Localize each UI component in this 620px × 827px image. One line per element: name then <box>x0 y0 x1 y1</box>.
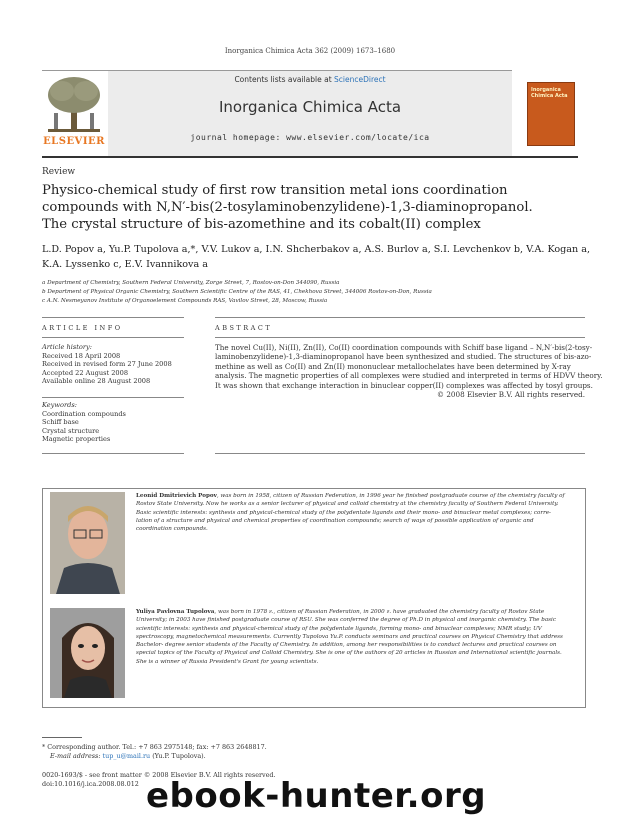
bio-line: Rostov State University. Now he works as a senior lecturer of physical and colloid chemistry at the chemistry faculty of Southern Federal University. <box>136 501 559 508</box>
keyword: Schiff base <box>42 418 79 426</box>
history-label: Article history: <box>42 343 92 351</box>
sciencedirect-link[interactable]: ScienceDirect <box>334 75 386 84</box>
contents-prefix: Contents lists available at <box>234 75 335 84</box>
journal-homepage-link[interactable]: journal homepage: www.elsevier.com/locate/ica <box>190 133 430 142</box>
journal-title: Inorganica Chimica Acta <box>218 98 402 116</box>
issn-line: 0020-1693/$ - see front matter © 2008 Elsevier B.V. All rights reserved. <box>42 771 276 779</box>
bio-name: Yuliya Pavlovna Tupolova <box>136 609 215 615</box>
article-title <box>42 182 582 233</box>
bio-line: special topics of the Faculty of Physical and Colloid Chemistry. She is one of the authors of 20 articles in Russian and International scientific journals. <box>136 650 562 657</box>
bio-name: Leonid Dmitrievich Popov <box>136 493 217 499</box>
keywords <box>42 401 126 444</box>
author-photo-tupolova <box>50 608 125 698</box>
abstract-body <box>215 343 603 400</box>
doi-link[interactable]: doi:10.1016/j.ica.2008.08.012 <box>42 780 139 788</box>
email-label: E-mail address: <box>50 752 103 760</box>
bio-line: She is a winner of Russia President's Grant for young scientists. <box>136 658 319 665</box>
abstract-line: analysis. The magnetic properties of all complexes were studied and interpreted in terms of HDVV theory. <box>215 371 603 381</box>
abstract-line: It was shown that exchange interaction in binuclear copper(II) complexes was affected by tosyl groups. <box>215 380 593 390</box>
watermark: ebook-hunter.org <box>146 776 487 816</box>
title-line: The crystal structure of bis-azomethine and its cobalt(II) complex <box>42 217 481 232</box>
email-link[interactable]: tup_u@mail.ru <box>102 752 151 760</box>
author-photo-popov <box>50 492 125 594</box>
keyword: Magnetic properties <box>42 435 111 443</box>
author-line: L.D. Popov a, Yu.P. Tupolova a,*, V.V. Lukov a, I.N. Shcherbakov a, A.S. Burlov a, S.I. Levchenkov b, V.A. Kogan a, <box>42 244 591 255</box>
keyword: Coordination compounds <box>42 409 126 418</box>
abstract-line: methine as well as Co(II) and Zn(II) mononuclear metallochelates have been determined by X-ray <box>215 361 571 371</box>
abstract-line: laminobenzylidene)-1,3-diaminopropanol have been synthesized and studied. The structures of bis-azo- <box>215 352 592 362</box>
article-info-rule <box>42 337 184 338</box>
abstract-heading: ABSTRACT <box>215 324 273 332</box>
affiliation: c A.N. Nesmeyanov Institute of Organoelement Compounds RAS, Vavilov Street, 28, Moscow, Russia <box>42 298 328 304</box>
bio-line: coordination compounds. <box>136 526 208 533</box>
abstract-rule <box>215 337 585 338</box>
author-list <box>42 242 591 272</box>
header-bottom-rule <box>42 156 578 158</box>
publisher-name: ELSEVIER <box>43 136 105 147</box>
bio-line: , was born in 1978 г., citizen of Russian Federation, in 2000 г. have graduated the chemistry faculty of Rostov State <box>214 609 545 615</box>
bio-line: spectroscopy, magnetochemical measurements. Currently Tupolova Yu.P. conducts seminars and practical courses on Physical Chemistry that address <box>136 633 563 640</box>
affiliations <box>42 279 582 306</box>
article-info-heading: ARTICLE INFO <box>42 324 123 332</box>
bio-line: Basic scientific interests: synthesis and physical-chemical study of the polydentate ligands and their mono- and binuclear metal complexes; corre- <box>136 509 551 516</box>
history-item: Available online 28 August 2008 <box>42 377 151 385</box>
corresponding-author: * Corresponding author. Tel.: +7 863 2975148; fax: +7 863 2648817. <box>42 743 267 751</box>
title-line: compounds with N,N′-bis(2-tosylaminobenzylidene)-1,3-diaminopropanol. <box>42 200 533 215</box>
author-line: K.A. Lyssenko c, E.V. Ivannikova a <box>42 259 208 270</box>
article-history <box>42 343 172 386</box>
abstract-copyright: © 2008 Elsevier B.V. All rights reserved. <box>436 390 585 400</box>
abstract-line: The novel Cu(II), Ni(II), Zn(II), Co(II) coordination compounds with Schiff base ligand – N,N′-bis(2-tosy- <box>215 343 593 352</box>
header-top-rule <box>42 70 512 71</box>
affiliation: b Department of Physical Organic Chemistry, Southern Scientific Centre of the RAS, 41, Chekhova Street, 344006 Rostov-on-Don, Russia <box>42 289 432 295</box>
article-info-rule <box>42 317 184 318</box>
email-suffix: (Yu.P. Tupolova). <box>150 752 206 760</box>
keyword: Crystal structure <box>42 426 100 435</box>
abstract-rule <box>215 317 585 318</box>
journal-citation: Inorganica Chimica Acta 362 (2009) 1673–1680 <box>224 47 396 55</box>
article-type: Review <box>42 167 76 177</box>
affiliation: a Department of Chemistry, Southern Federal University, Zorge Street, 7, Rostov-on-Don 344090, Russia <box>42 280 340 286</box>
keywords-label: Keywords: <box>42 401 77 409</box>
bio-popov <box>136 492 565 533</box>
abstract-rule <box>215 453 585 454</box>
bio-line: University; in 2003 have finished postgraduate course of RSU. She was conferred the degree of Ph.D in physical and inorganic chemistry. The basic <box>136 617 556 624</box>
title-line: Physico-chemical study of first row transition metal ions coordination <box>42 183 508 198</box>
article-info-rule <box>42 453 184 454</box>
history-item: Received 18 April 2008 <box>42 351 121 360</box>
bio-line: , was born in 1958, citizen of Russian Federation, in 1996 year he finished postgraduate course of the chemistry faculty of <box>216 493 565 499</box>
article-info-rule <box>42 397 184 398</box>
bio-line: lation of a structure and physical and chemical properties of coordination compounds; search of ways of possible application of organic and <box>136 517 534 524</box>
cover-title: Inorganica Chimica Acta <box>531 87 568 99</box>
history-item: Received in revised form 27 June 2008 <box>42 360 172 368</box>
history-item: Accepted 22 August 2008 <box>42 368 129 377</box>
bio-line: Bachelor- degree senior students of the Faculty of Chemistry. In addition, among her responsibilities is to conduct lectures and practical courses on <box>136 642 557 649</box>
corresponding-author-footnote <box>42 743 267 761</box>
footnote-rule <box>42 737 82 738</box>
bio-line: scientific interests: synthesis and physical-chemical study of the polydentate ligands, forming mono- and binuclear complexes; NMR study; UV <box>136 625 542 632</box>
contents-line <box>108 75 512 84</box>
bio-tupolova <box>136 608 563 666</box>
journal-cover-thumbnail <box>527 82 575 146</box>
